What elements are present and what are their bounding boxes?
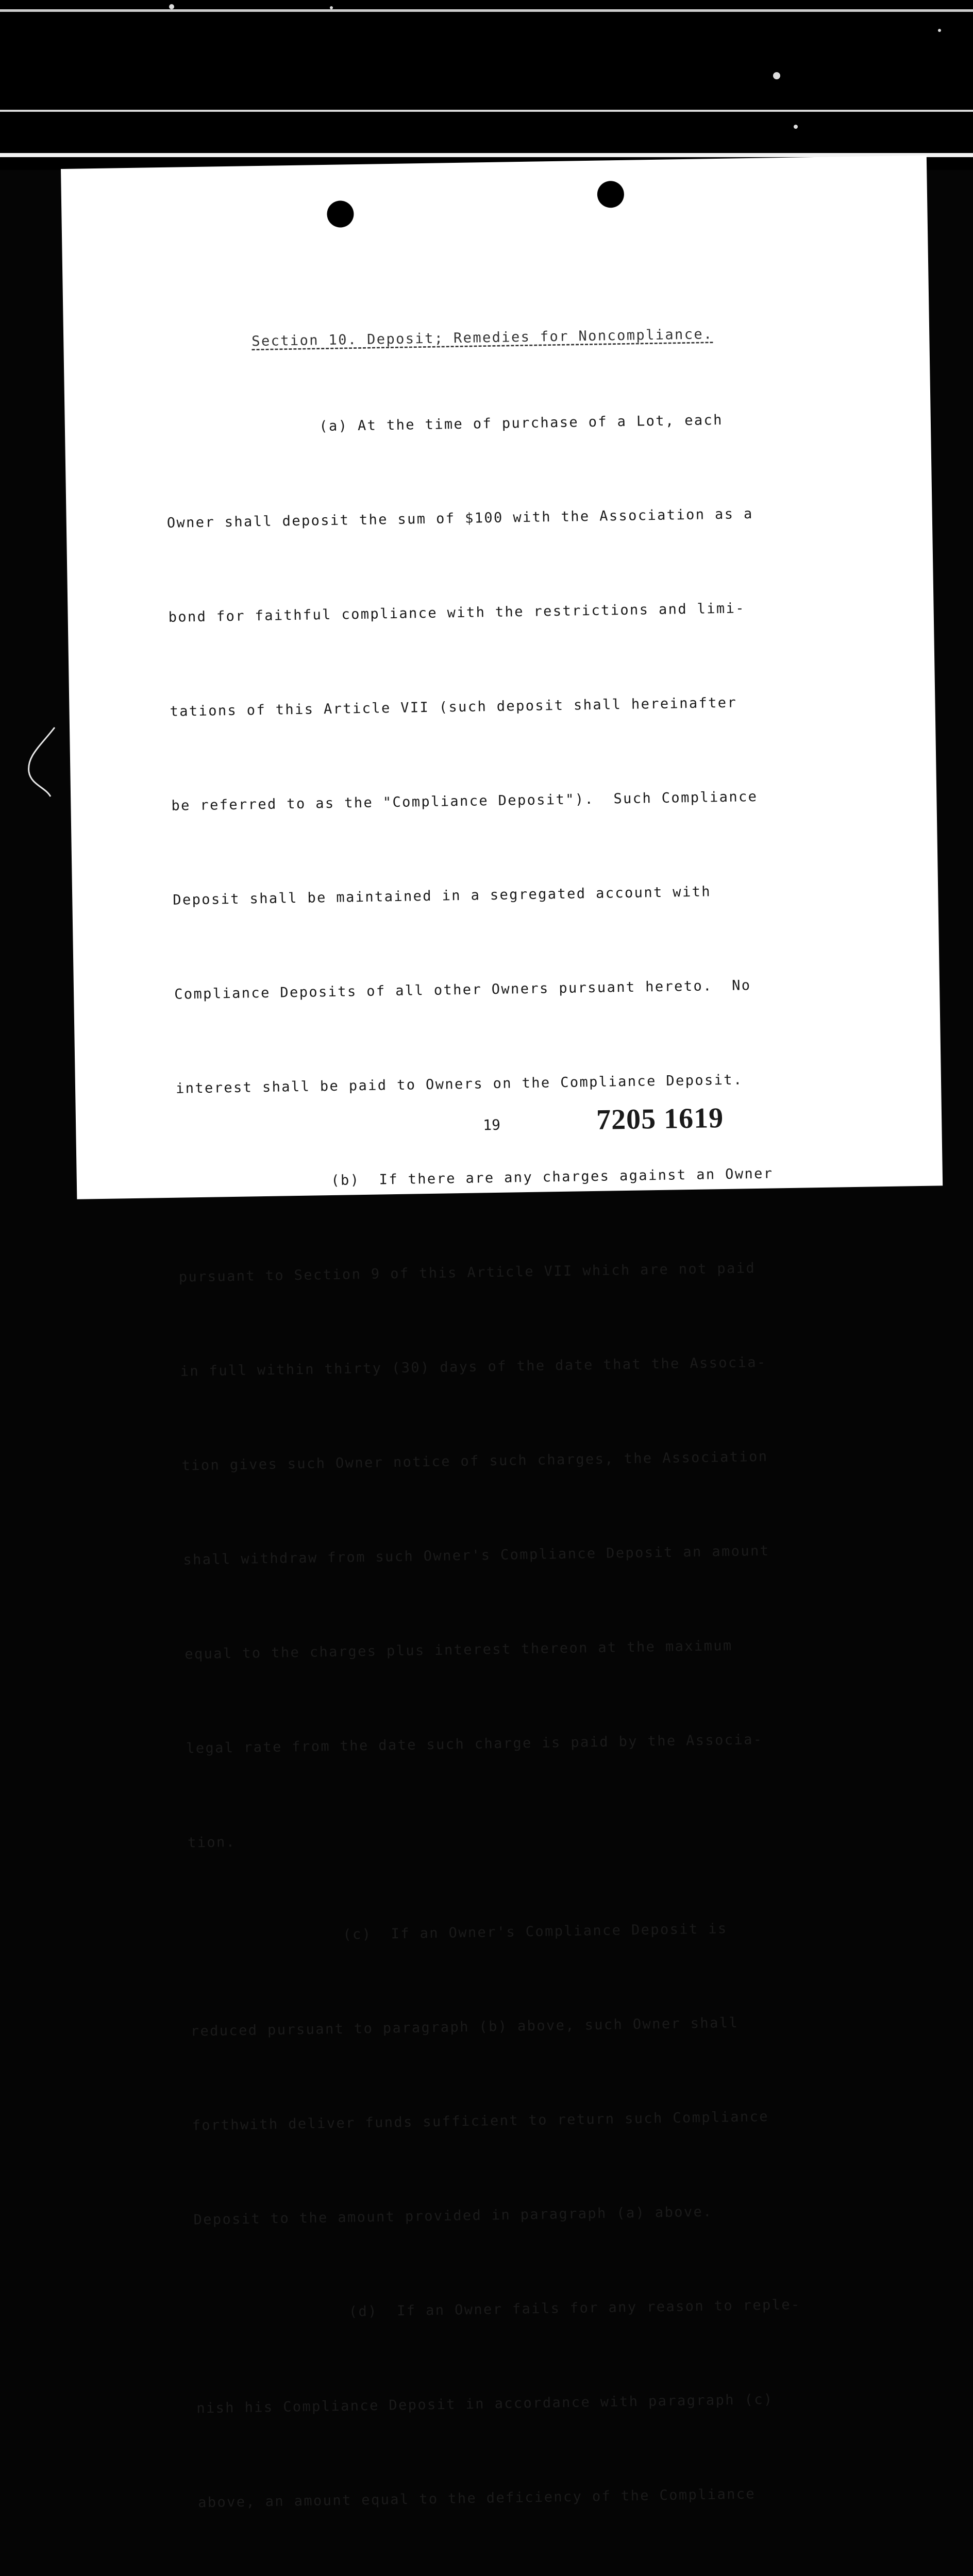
section-heading: Section 10. Deposit; Remedies for Noncompliance. <box>251 326 713 350</box>
text-line: Owner shall deposit the sum of $100 with the Association as a <box>166 505 753 531</box>
text-line: reduced pursuant to paragraph (b) above, such Owner shall <box>190 2014 739 2040</box>
scan-scratch-mark <box>25 725 56 798</box>
punch-hole <box>597 181 625 208</box>
page-number: 19 <box>482 1116 501 1134</box>
text-line: (d) If an Owner fails for any reason to reple- <box>195 2296 801 2323</box>
text-line: above, an amount equal to the deficiency of the Compliance <box>197 2486 756 2511</box>
text-line: shall withdraw from such Owner's Compliance Deposit an amount <box>183 1543 770 1568</box>
text-line <box>199 2571 844 2576</box>
text-line: Deposit to the amount provided in paragraph (a) above. <box>193 2204 713 2228</box>
scan-speck <box>330 6 333 9</box>
text-line: tations of this Article VII (such deposit shall hereinafter <box>170 694 737 720</box>
text-line: legal rate from the date such charge is paid by the Associa- <box>186 1731 763 1757</box>
text-line: tion gives such Owner notice of such charges, the Association <box>181 1448 768 1474</box>
text-line: in full within thirty (30) days of the date that the Associa- <box>180 1354 767 1380</box>
document-page <box>61 156 943 2511</box>
text-line: interest shall be paid to Owners on the Compliance Deposit. <box>175 1072 743 1097</box>
text-line: (a) At the time of purchase of a Lot, each <box>165 412 724 437</box>
document-body <box>163 254 849 2576</box>
text-line: pursuant to Section 9 of this Article VII which are not paid <box>178 1260 756 1285</box>
text-line: Compliance Deposits of all other Owners pursuant hereto. No <box>174 977 751 1003</box>
text-line: bond for faithful compliance with the restrictions and limi- <box>168 600 746 625</box>
text-line: equal to the charges plus interest thereon at the maximum <box>184 1637 733 1663</box>
text-line: Deposit shall be maintained in a segregated account with <box>173 884 712 908</box>
document-id-stamp: 7205 1619 <box>596 1102 724 1136</box>
scan-artifact-line <box>0 9 973 12</box>
scan-speck <box>169 4 174 9</box>
scan-artifact-line <box>0 110 973 112</box>
scan-speck <box>773 72 780 79</box>
scan-dark-border-top <box>0 0 973 170</box>
scan-speck <box>938 29 941 32</box>
text-line: be referred to as the "Compliance Deposit"). Such Compliance <box>171 788 758 814</box>
text-line: (c) If an Owner's Compliance Deposit is <box>189 1921 728 1945</box>
text-line: tion. <box>187 1834 236 1851</box>
text-line: forthwith deliver funds sufficient to return such Compliance <box>192 2108 769 2134</box>
text-line: (b) If there are any charges against an Owner <box>177 1165 774 1191</box>
scan-speck <box>794 125 798 129</box>
text-line: nish his Compliance Deposit in accordance with paragraph (c) <box>196 2391 774 2417</box>
punch-hole <box>327 200 354 228</box>
